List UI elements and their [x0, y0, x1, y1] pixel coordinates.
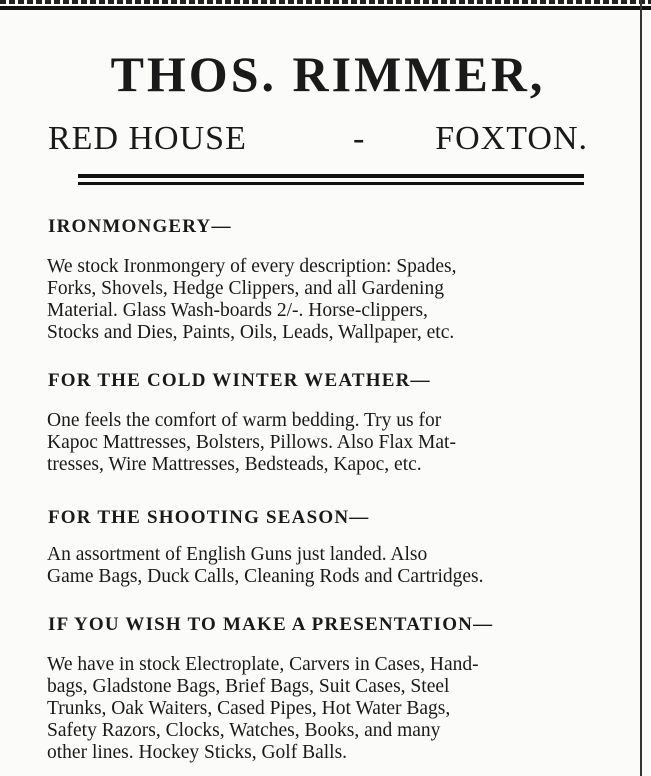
section-heading-shooting: FOR THE SHOOTING SEASON— [48, 507, 370, 528]
body-line: Kapoc Mattresses, Bolsters, Pillows. Also Flax Mat- [47, 432, 456, 453]
right-column-rule [640, 0, 642, 776]
address-town: FOXTON. [435, 120, 588, 157]
body-line: Game Bags, Duck Calls, Cleaning Rods and Cartridges. [47, 566, 484, 587]
body-line: Forks, Shovels, Hedge Clippers, and all Gardening [47, 278, 444, 299]
section-body-winter [47, 410, 592, 476]
body-line: One feels the comfort of warm bedding. Try us for [47, 410, 442, 431]
section-body-ironmongery [47, 256, 592, 344]
address-house: RED HOUSE [48, 120, 247, 157]
body-line: Material. Glass Wash-boards 2/-. Horse-clippers, [47, 300, 428, 321]
section-heading-presentation: IF YOU WISH TO MAKE A PRESENTATION— [48, 614, 494, 635]
body-line: bags, Gladstone Bags, Brief Bags, Suit Cases, Steel [47, 676, 450, 697]
body-line: We stock Ironmongery of every description: Spades, [47, 256, 457, 277]
section-body-shooting [47, 544, 592, 588]
address-separator: - [353, 120, 366, 157]
merchant-name: THOS. RIMMER, [110, 46, 546, 102]
body-line: other lines. Hockey Sticks, Golf Balls. [47, 742, 348, 763]
masthead-double-rule-bottom [78, 182, 584, 185]
body-line: tresses, Wire Mattresses, Bedsteads, Kapoc, etc. [47, 454, 422, 475]
address-line [48, 116, 588, 162]
body-line: Trunks, Oak Waiters, Cased Pipes, Hot Water Bags, [47, 698, 451, 719]
masthead-double-rule-top [78, 174, 584, 178]
section-body-presentation [47, 654, 592, 764]
section-heading-winter: FOR THE COLD WINTER WEATHER— [48, 370, 431, 391]
top-border-dashed-rule [0, 0, 651, 4]
body-line: We have in stock Electroplate, Carvers in Cases, Hand- [47, 654, 479, 675]
section-heading-ironmongery: IRONMONGERY— [48, 216, 232, 237]
top-border-rule [0, 6, 651, 10]
body-line: Safety Razors, Clocks, Watches, Books, and many [47, 720, 441, 741]
body-line: Stocks and Dies, Paints, Oils, Leads, Wallpaper, etc. [47, 322, 455, 343]
body-line: An assortment of English Guns just landed. Also [47, 544, 428, 565]
